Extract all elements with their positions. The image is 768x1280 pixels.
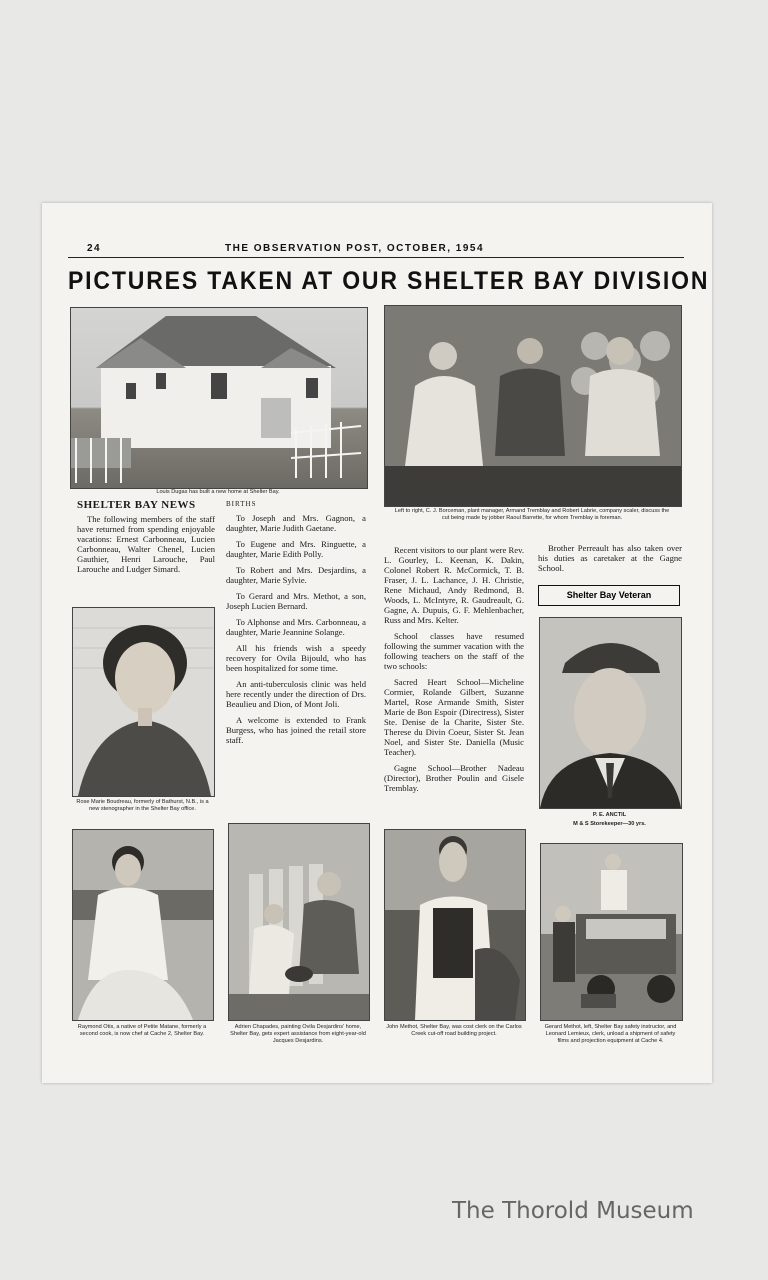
- shelter-bay-news-heading: SHELTER BAY NEWS: [77, 499, 196, 511]
- publication-line: THE OBSERVATION POST, OCTOBER, 1954: [225, 243, 485, 254]
- school-classes-paragraph: School classes have resumed following the summer vacation with the following teachers on the staff of the two schools:: [384, 631, 524, 671]
- john-photo: [384, 829, 526, 1021]
- births-para-4: To Gerard and Mrs. Methot, a son, Joseph Lucien Bernard.: [226, 591, 366, 611]
- shelter-bay-veteran-box: Shelter Bay Veteran: [538, 585, 680, 606]
- births-para-5: To Alphonse and Mrs. Carbonneau, a daughter, Marie Jeannine Solange.: [226, 617, 366, 637]
- magazine-page: [42, 203, 712, 1083]
- perreault-column: [538, 543, 682, 579]
- adrien-caption: Adrien Chapades, painting Ovila Desjardins' home, Shelter Bay, gets expert assistance from eight-year-old Jacques Desjardins.: [230, 1024, 366, 1044]
- gagne-school-paragraph: Gagne School—Brother Nadeau (Director), Brother Poulin and Gisele Tremblay.: [384, 763, 524, 793]
- house-photo: [70, 307, 368, 489]
- births-heading: BIRTHS: [226, 500, 257, 508]
- recovery-paragraph: All his friends wish a speedy recovery for Ovila Bijould, who has been hospitalized for some time.: [226, 643, 366, 673]
- group-photo: [384, 305, 682, 507]
- anctil-role: M & S Storekeeper—30 yrs.: [573, 821, 646, 827]
- births-column: [226, 499, 366, 751]
- anctil-name: P. E. ANCTIL: [592, 812, 627, 818]
- sacred-heart-paragraph: Sacred Heart School—Micheline Cormier, Rolande Gilbert, Suzanne Martel, Rose Armande Smith, Sister Marie de Bon Espoir (Directress), Sister Ste. Denise de la Charite, Sister Ste. Therese du Divin Coeur, Sister St. Jean Noel, and Sister Ste. Daniella (Music Teacher).: [384, 677, 524, 757]
- vacation-paragraph: The following members of the staff have returned from spending enjoyable vacations: Ernest Carbonneau, Lucien Carbonneau, Walter Chenel, Lucien Gauthier, Henri Larouche, Paul Larouche and Ludger Simard.: [77, 514, 215, 574]
- rose-caption: Rose Marie Boudreau, formerly of Bathurst, N.B., is a new stenographer in the Shelter Bay office.: [76, 799, 209, 812]
- group-caption: Left to right, C. J. Borceman, plant manager, Armand Tremblay and Robert Labrie, company scaler, discuss the cut being made by jobber Raoul Barrette, for whom Tremblay is foreman.: [394, 508, 670, 521]
- visitors-paragraph: Recent visitors to our plant were Rev. L. Gourley, L. Keenan, K. Dakin, Colonel Robert R. McCormick, T. B. Fraser, J. L. Lachance, J. H. Christie, Rene Michaud, Andy Redmond, B. Woods, L. McIntyre, R. Gaudreault, G. Gagne, A. Dupuis, G. F. Mehlenbacher, Russ and Mrs. Kelter.: [384, 545, 524, 625]
- museum-watermark: The Thorold Museum: [452, 1198, 694, 1224]
- page-title: PICTURES TAKEN AT OUR SHELTER BAY DIVISION: [68, 267, 710, 295]
- rose-portrait-photo: [72, 607, 215, 797]
- john-caption: John Methot, Shelter Bay, was cost clerk on the Carlos Creek cut-off road building project.: [386, 1024, 522, 1037]
- page-number: 24: [87, 243, 102, 254]
- house-caption: Louis Dugas has built a new home at Shelter Bay.: [156, 489, 280, 495]
- gerard-photo: [540, 843, 683, 1021]
- gerard-caption: Gerard Methot, left, Shelter Bay safety instructor, and Leonard Lemieux, clerk, unload a shipment of safety films and projection equipment at Cache 4.: [544, 1024, 677, 1044]
- visitors-schools-column: [384, 545, 524, 799]
- births-para-2: To Eugene and Mrs. Ringuette, a daughter, Marie Edith Polly.: [226, 539, 366, 559]
- adrien-photo: [228, 823, 370, 1021]
- raymond-caption: Raymond Otis, a native of Petite Matane, formerly a second cook, is now chef at Cache 2, Shelter Bay.: [77, 1024, 207, 1037]
- anctil-portrait-photo: [539, 617, 682, 809]
- shelter-bay-news-column: [77, 500, 215, 580]
- births-para-3: To Robert and Mrs. Desjardins, a daughter, Marie Sylvie.: [226, 565, 366, 585]
- perreault-paragraph: Brother Perreault has also taken over his duties as caretaker at the Gagne School.: [538, 543, 682, 573]
- raymond-photo: [72, 829, 214, 1021]
- welcome-paragraph: A welcome is extended to Frank Burgess, who has joined the retail store staff.: [226, 715, 366, 745]
- births-para-1: To Joseph and Mrs. Gagnon, a daughter, Marie Judith Gaetane.: [226, 513, 366, 533]
- clinic-paragraph: An anti-tuberculosis clinic was held here recently under the direction of Drs. Beaulieu and Dion, of Mont Joli.: [226, 679, 366, 709]
- header-rule: [68, 257, 684, 258]
